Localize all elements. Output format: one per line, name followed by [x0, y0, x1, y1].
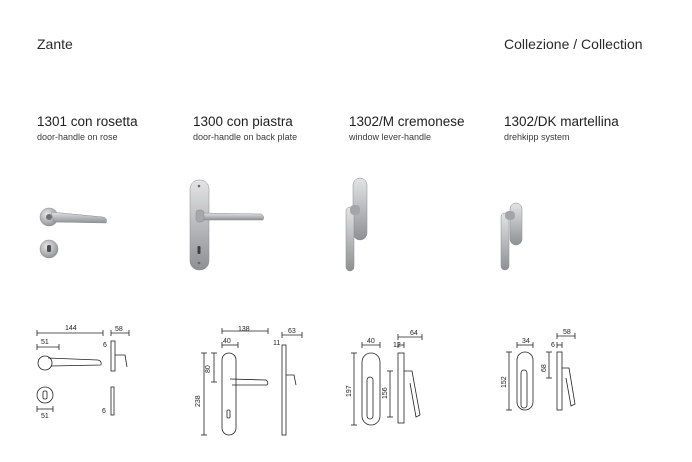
dim-plate-width: 40	[223, 338, 231, 345]
product-title: 1301 con rosetta	[37, 114, 138, 129]
collection-label: Collezione / Collection	[504, 36, 643, 52]
product-1302m	[349, 114, 465, 142]
dim-rose-diameter: 51	[41, 413, 49, 420]
product-1302dk	[504, 114, 619, 142]
dim-width: 34	[522, 338, 530, 345]
dim-length: 144	[65, 325, 77, 332]
dim-rose-thickness: 6	[103, 342, 107, 349]
drawing-1300	[190, 325, 320, 440]
product-title: 1302/DK martellina	[504, 114, 619, 129]
dim-height: 152	[501, 376, 508, 388]
photo-1301-door-handle-on-rose	[30, 190, 130, 270]
product-title: 1302/M cremonese	[349, 114, 465, 129]
dim-height: 197	[346, 385, 353, 397]
product-1301	[37, 114, 138, 142]
dim-length: 138	[238, 326, 250, 333]
dim-lever-length: 156	[382, 387, 389, 399]
product-subtitle: door-handle on back plate	[193, 132, 298, 142]
product-title: 1300 con piastra	[193, 114, 293, 129]
drawing-1302dk	[495, 318, 595, 430]
dim-base-thickness: 6	[551, 342, 555, 349]
drawing-1301	[25, 325, 160, 425]
dim-depth: 58	[115, 326, 123, 333]
photo-1300-door-handle-on-back-plate	[185, 176, 275, 276]
product-subtitle: drehkipp system	[504, 132, 570, 142]
product-1300	[193, 114, 297, 142]
dim-escutcheon-thickness: 6	[102, 408, 106, 415]
dim-base-thickness: 12	[393, 342, 401, 349]
photo-1302m-window-lever-handle	[340, 175, 380, 275]
dim-plate-height: 238	[195, 395, 202, 407]
product-subtitle: door-handle on rose	[37, 132, 118, 142]
product-subtitle: window lever-handle	[349, 132, 432, 142]
dim-depth: 63	[288, 328, 296, 335]
dim-plate-thickness: 11	[273, 340, 281, 347]
photo-1302dk-drehkipp-handle	[495, 195, 535, 275]
dim-depth: 58	[563, 329, 571, 336]
dim-spindle-height: 80	[205, 365, 212, 373]
dim-depth: 64	[410, 330, 418, 337]
dim-width: 40	[367, 338, 375, 345]
dim-lever-length: 68	[541, 364, 548, 372]
drawing-1302m	[340, 325, 440, 435]
dim-grip: 51	[41, 339, 49, 346]
series-name: Zante	[37, 36, 73, 52]
